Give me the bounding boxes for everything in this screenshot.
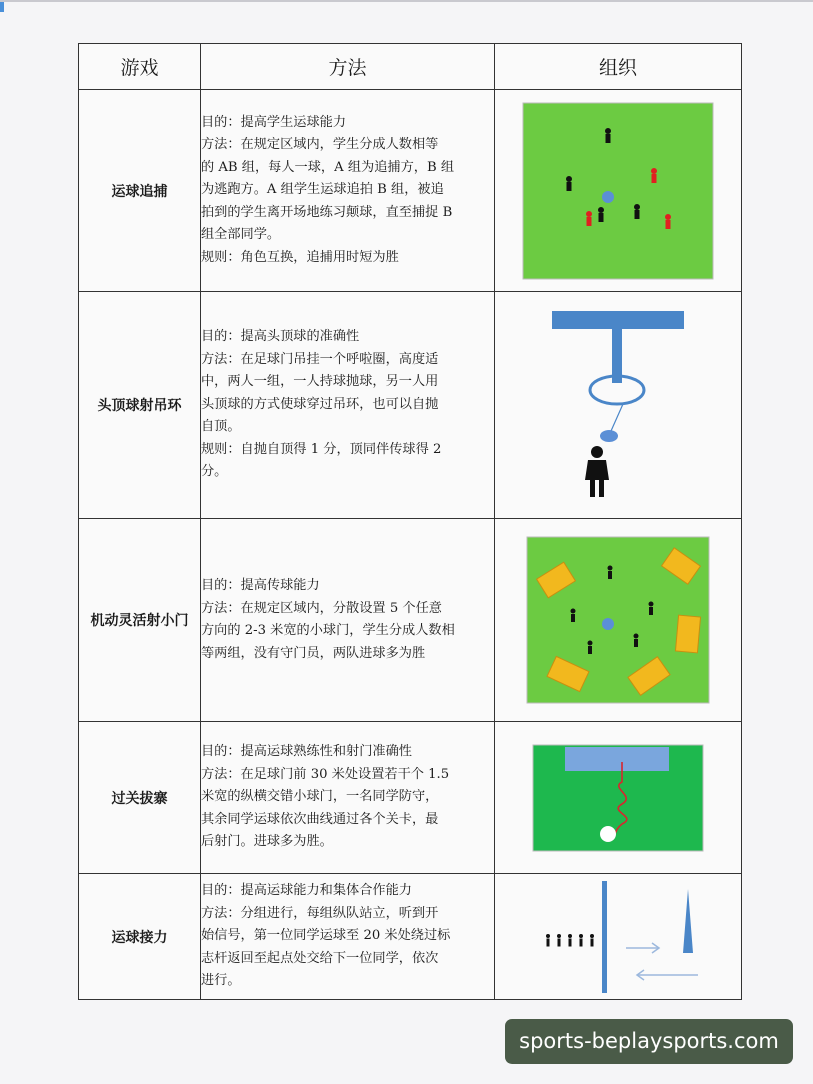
method-line: 目的：提高传球能力 [201, 578, 320, 593]
method-line: 组全部同学。 [201, 227, 281, 243]
method-line: 始信号，第一位同学运球至 20 米处绕过标 [201, 928, 451, 944]
table-row [79, 519, 742, 722]
lesson-games-table [78, 43, 742, 1000]
ball-trajectory [611, 404, 623, 431]
player-figure [608, 566, 613, 580]
player-figure-red [665, 214, 671, 229]
method-line: 方向的 2-3 米宽的小球门，学生分成人数相 [201, 623, 455, 638]
player-figure [557, 934, 561, 947]
method-line: 方法：在规定区域内，分散设置 5 个任意 [201, 600, 442, 616]
player-figure [590, 934, 594, 947]
player-figure [571, 609, 576, 623]
watermark-badge: sports-beplaysports.com [505, 1019, 793, 1064]
method-line: 自顶。 [201, 419, 241, 435]
method-line: 方法：在足球门吊挂一个呼啦圈，高度适 [201, 351, 439, 367]
method-line: 方法：在足球门前 30 米处设置若干个 1.5 [201, 766, 450, 782]
game-name: 运球接力 [79, 874, 201, 1000]
method-line: 后射门。进球多为胜。 [201, 834, 333, 850]
hoop-header-diagram [543, 305, 693, 505]
player-figure [634, 634, 639, 648]
start-line [602, 881, 607, 993]
method-line: 规则：自抛自顶得 1 分，顶同伴传球得 2 [201, 441, 442, 457]
player-figure-red [651, 168, 657, 183]
method-line: 其余同学运球依次曲线通过各个关卡，最 [201, 811, 439, 827]
header-organization: 组织 [495, 44, 742, 90]
method-text [201, 874, 495, 1000]
player-figure [598, 207, 604, 222]
header-method: 方法 [201, 44, 495, 90]
method-line: 米宽的纵横交错小球门，一名同学防守， [201, 789, 439, 805]
table-row [79, 722, 742, 874]
player-figure [579, 934, 583, 947]
method-line: 目的：提高头顶球的准确性 [201, 329, 360, 345]
ball [602, 618, 614, 630]
method-text [201, 519, 495, 722]
method-line: 志杆返回至起点处交给下一位同学，依次 [201, 950, 439, 966]
player-figure [634, 204, 640, 219]
method-line: 拍到的学生离开场地练习颠球，直至捕捉 B [201, 204, 453, 220]
table-row [79, 90, 742, 292]
player-figure [588, 641, 593, 655]
method-line: 头顶球的方式使球穿过吊环，也可以自抛 [201, 396, 439, 412]
chase-field-diagram [522, 102, 714, 280]
game-name: 运球追捕 [79, 90, 201, 292]
player-figure [566, 176, 572, 191]
method-text [201, 90, 495, 292]
table-row [79, 874, 742, 1000]
method-line: 为逃跑方。A 组学生运球追拍 B 组，被追 [201, 182, 444, 198]
ball [602, 191, 614, 203]
mini-goals-field-diagram [526, 536, 710, 704]
method-line: 等两组，没有守门员，两队进球多为胜 [201, 645, 426, 661]
method-line: 方法：分组进行，每组纵队站立，听到开 [201, 905, 439, 921]
field-area [523, 103, 713, 279]
marker-pole [683, 889, 693, 953]
method-line: 进行。 [201, 973, 241, 989]
organization-diagram-cell [495, 292, 742, 519]
header-game: 游戏 [79, 44, 201, 90]
organization-diagram-cell [495, 519, 742, 722]
right-arrow [626, 943, 659, 953]
corner-mark [0, 2, 4, 12]
organization-diagram-cell [495, 90, 742, 292]
organization-diagram-cell [495, 874, 742, 1000]
dribble-gates-diagram [532, 744, 704, 852]
method-line: 中，两人一组，一人持球抛球，另一人用 [201, 374, 439, 390]
player-figure [568, 934, 572, 947]
method-line: 分。 [201, 464, 228, 480]
ball [600, 430, 618, 442]
method-text [201, 722, 495, 874]
method-line: 的 AB 组，每人一球，A 组为追捕方，B 组 [201, 159, 455, 175]
mini-goal [675, 615, 700, 653]
player-figure [605, 128, 611, 143]
method-line: 规则：角色互换，追捕用时短为胜 [201, 249, 399, 265]
top-border-line [0, 0, 813, 2]
person-figure [585, 446, 609, 497]
player-figure-red [586, 211, 592, 226]
goal-crossbar [552, 311, 684, 329]
table-header-row [79, 44, 742, 90]
game-name: 机动灵活射小门 [79, 519, 201, 722]
method-line: 方法：在规定区域内，学生分成人数相等 [201, 137, 439, 153]
ball [600, 826, 616, 842]
relay-diagram [538, 879, 698, 995]
game-name: 头顶球射吊环 [79, 292, 201, 519]
method-text [201, 292, 495, 519]
player-figure [546, 934, 550, 947]
organization-diagram-cell [495, 722, 742, 874]
table-row [79, 292, 742, 519]
method-line: 目的：提高学生运球能力 [201, 114, 347, 130]
game-name: 过关拔寨 [79, 722, 201, 874]
player-figure [649, 602, 654, 616]
method-line: 目的：提高运球熟练性和射门准确性 [201, 744, 412, 760]
method-line: 目的：提高运球能力和集体合作能力 [201, 883, 412, 899]
goal-area [565, 747, 669, 771]
